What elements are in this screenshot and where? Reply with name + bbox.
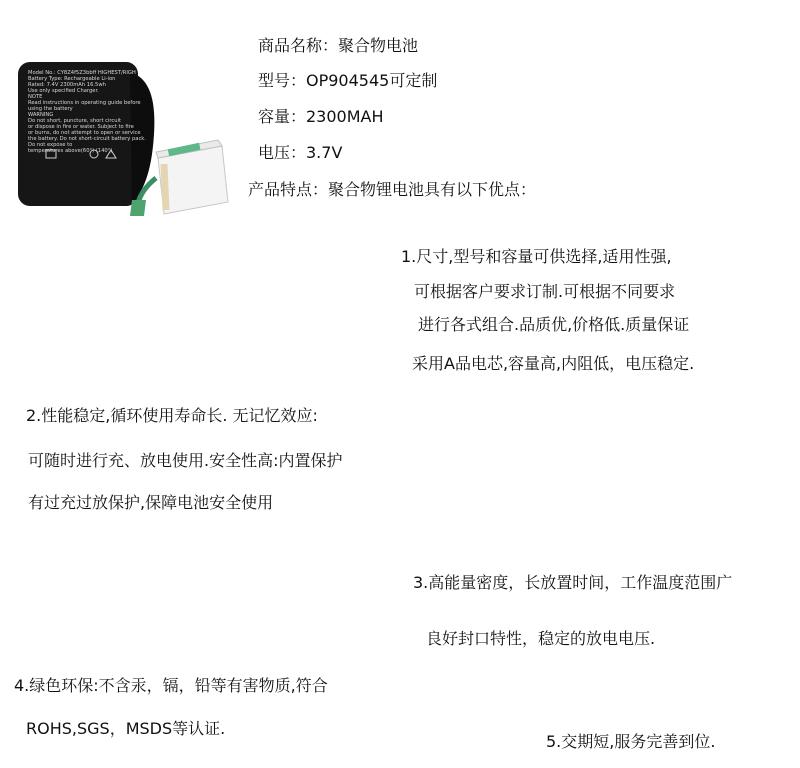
- battery-label-line: or burns, do not attempt to open or service: [28, 130, 141, 136]
- product-image: [18, 54, 240, 228]
- connector-plug: [130, 200, 146, 216]
- product-model: 型号：OP904545可定制: [258, 71, 438, 90]
- feature-2-line-2: 可随时进行充、放电使用.安全性高:内置保护: [28, 451, 343, 470]
- feature-3-line-1: 3.高能量密度，长放置时间，工作温度范围广: [413, 573, 733, 592]
- feature-1-line-1: 1.尺寸,型号和容量可供选择,适用性强,: [401, 247, 672, 266]
- battery-label-line: NOTE: [28, 94, 43, 100]
- feature-1-line-3: 进行各式组合.品质优,价格低.质量保证: [418, 315, 690, 334]
- battery-label-line: Model No.: CY8Z4f5Z3bbff HIGHEST/RIGH: [28, 70, 136, 76]
- battery-label-line: Battery Type: Rechargeable Li-ion: [28, 76, 116, 82]
- feature-2-line-3: 有过充过放保护,保障电池安全使用: [28, 493, 274, 512]
- battery-label-line: Read instructions in operating guide before: [28, 100, 141, 106]
- battery-label-line: Do not expose to: [28, 142, 73, 148]
- features-title: 产品特点：聚合物锂电池具有以下优点：: [248, 180, 537, 199]
- feature-3-line-2: 良好封口特性，稳定的放电电压.: [426, 629, 656, 648]
- battery-cell: [156, 140, 228, 214]
- battery-label-line: Do not short, puncture, short circuit: [28, 118, 122, 124]
- feature-1-line-4: 采用A品电芯,容量高,内阻低，电压稳定.: [412, 354, 695, 373]
- feature-1-line-2: 可根据客户要求订制.可根据不同要求: [414, 282, 676, 301]
- feature-4-line-1: 4.绿色环保:不含汞，镉，铅等有害物质,符合: [14, 676, 328, 695]
- feature-4-line-2: ROHS,SGS，MSDS等认证.: [26, 719, 226, 738]
- product-capacity: 容量：2300MAH: [258, 107, 384, 126]
- feature-2-line-1: 2.性能稳定,循环使用寿命长. 无记忆效应:: [26, 406, 318, 425]
- battery-label-line: WARNING: [28, 112, 54, 118]
- battery-label-line: Rated: 7.4V 2300mAh 16.5wh: [28, 82, 106, 88]
- battery-label-line: using the battery: [28, 106, 73, 112]
- product-name: 商品名称：聚合物电池: [258, 36, 419, 55]
- battery-label-line: temperatures above(60°) (140°): [28, 148, 113, 154]
- battery-label-line: the battery. Do not short-circuit battery pack.: [28, 136, 146, 142]
- battery-label-line: Use only specified Charger.: [28, 88, 99, 94]
- feature-5-line-1: 5.交期短,服务完善到位.: [546, 732, 716, 751]
- battery-label-line: or dispose in fire or water. Subject to fire: [28, 124, 134, 130]
- product-voltage: 电压：3.7V: [258, 143, 343, 162]
